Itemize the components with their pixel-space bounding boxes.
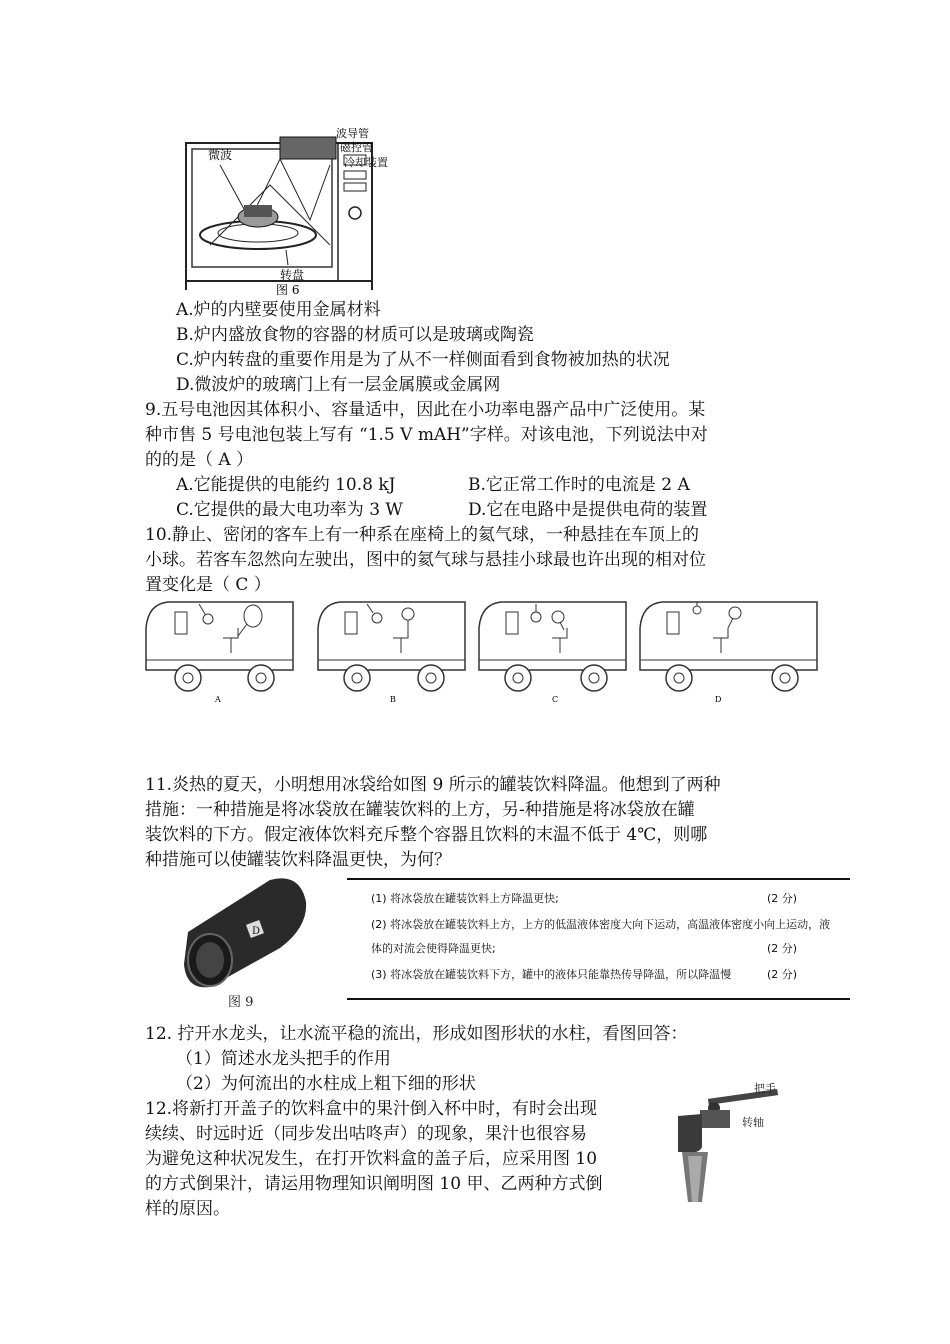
answer-line-4: (3) 将冰袋放在罐装饮料下方，罐中的液体只能靠热传导降温，所以降温慢 (371, 968, 732, 981)
label-waveguide: 波导管 (336, 127, 369, 140)
q9-option-d: D.它在电路中是提供电荷的装置 (468, 500, 708, 520)
faucet-figure (668, 1080, 798, 1202)
q9-line-1: 9.五号电池因其体积小、容量适中，因此在小功率电器产品中广泛使用。某 (145, 400, 706, 420)
label-shaft: 转轴 (742, 1116, 764, 1129)
label-cooling-outer: 冷却装置 (344, 156, 388, 169)
q8-option-c: C.炉内转盘的重要作用是为了从不一样侧面看到食物被加热的状况 (176, 350, 670, 370)
q12b-line-4: 的方式倒果汁，请运用物理知识阐明图 10 甲、乙两种方式倒 (145, 1174, 603, 1194)
q12a-line-2: （1）简述水龙头把手的作用 (176, 1049, 391, 1069)
q10-line-3: 置变化是（ C ） (145, 575, 271, 595)
q12b-line-3: 为避免这种状况发生，在打开饮料盒的盖子后，应采用图 10 (145, 1149, 598, 1169)
bus-figure (143, 598, 823, 708)
q8-option-b: B.炉内盛放食物的容器的材质可以是玻璃或陶瓷 (176, 325, 534, 345)
q11-answer-box (347, 878, 850, 1000)
q12a-line-1: 12. 拧开水龙头，让水流平稳的流出，形成如图形状的水柱，看图回答： (145, 1024, 688, 1044)
q8-option-a: A.炉的内壁要使用金属材料 (176, 300, 381, 320)
q10-line-2: 小球。若客车忽然向左驶出，图中的氦气球与悬挂小球最也许出现的相对位 (145, 550, 706, 570)
q12b-line-5: 样的原因。 (145, 1199, 230, 1219)
drink-can-figure (180, 872, 320, 1012)
bus-b (318, 602, 465, 704)
q11-line-2: 措施：一种措施是将冰袋放在罐装饮料的上方，另-种措施是将冰袋放在罐 (145, 800, 695, 820)
label-handle: 把手 (754, 1082, 776, 1095)
label-microwave: 微波 (208, 148, 233, 162)
label-turntable: 转盘 (280, 268, 305, 282)
q11-line-1: 11.炎热的夏天，小明想用冰袋给如图 9 所示的罐装饮料降温。他想到了两种 (145, 775, 721, 795)
microwave-figure (180, 125, 428, 297)
q11-line-4: 种措施可以使罐装饮料降温更快，为何？ (145, 850, 451, 870)
q9-option-c: C.它提供的最大电功率为 3 W (176, 500, 403, 520)
answer-score-4: (2 分) (767, 968, 798, 981)
bus-label-a: A (215, 695, 221, 704)
q9-line-3: 的的是（ A ） (145, 450, 254, 470)
q9-line-2: 种市售 5 号电池包装上写有 “1.5 V mAH”字样。对该电池，下列说法中对 (145, 425, 708, 445)
answer-score-1: (2 分) (767, 892, 798, 905)
answer-score-3: (2 分) (767, 942, 798, 955)
bus-label-d: D (715, 695, 722, 704)
bus-label-b: B (390, 695, 396, 704)
q12b-line-1: 12.将新打开盖子的饮料盒中的果汁倒入杯中时，有时会出现 (145, 1099, 598, 1119)
bus-d (640, 602, 817, 704)
q8-option-d: D.微波炉的玻璃门上有一层金属膜或金属网 (176, 375, 501, 395)
bus-a (146, 602, 293, 704)
q10-line-1: 10.静止、密闭的客车上有一种系在座椅上的氦气球，一种悬挂在车顶上的 (145, 525, 700, 545)
q11-line-3: 装饮料的下方。假定液体饮料充斥整个容器且饮料的末温不低于 4℃，则哪 (145, 825, 708, 845)
answer-line-3: 体的对流会使得降温更快; (371, 942, 496, 955)
q9-option-a: A.它能提供的电能约 10.8 kJ (176, 475, 396, 495)
bus-c (479, 602, 626, 704)
figure-6-caption: 图 6 (276, 283, 300, 297)
bus-label-c: C (552, 695, 559, 704)
q12a-line-3: （2）为何流出的水柱成上粗下细的形状 (176, 1074, 476, 1094)
svg-text:D: D (252, 926, 261, 937)
q12b-line-2: 续续、时远时近（同步发出咕咚声）的现象，果汁也很容易 (145, 1124, 587, 1144)
answer-line-1: (1) 将冰袋放在罐装饮料上方降温更快; (371, 892, 559, 905)
answer-line-2: (2) 将冰袋放在罐装饮料上方，上方的低温液体密度大向下运动，高温液体密度小向上运动，液 (371, 918, 831, 931)
figure-9-caption: 图 9 (228, 995, 254, 1010)
label-magnetron: 磁控管 (340, 141, 373, 154)
q9-option-b: B.它正常工作时的电流是 2 A (468, 475, 690, 495)
